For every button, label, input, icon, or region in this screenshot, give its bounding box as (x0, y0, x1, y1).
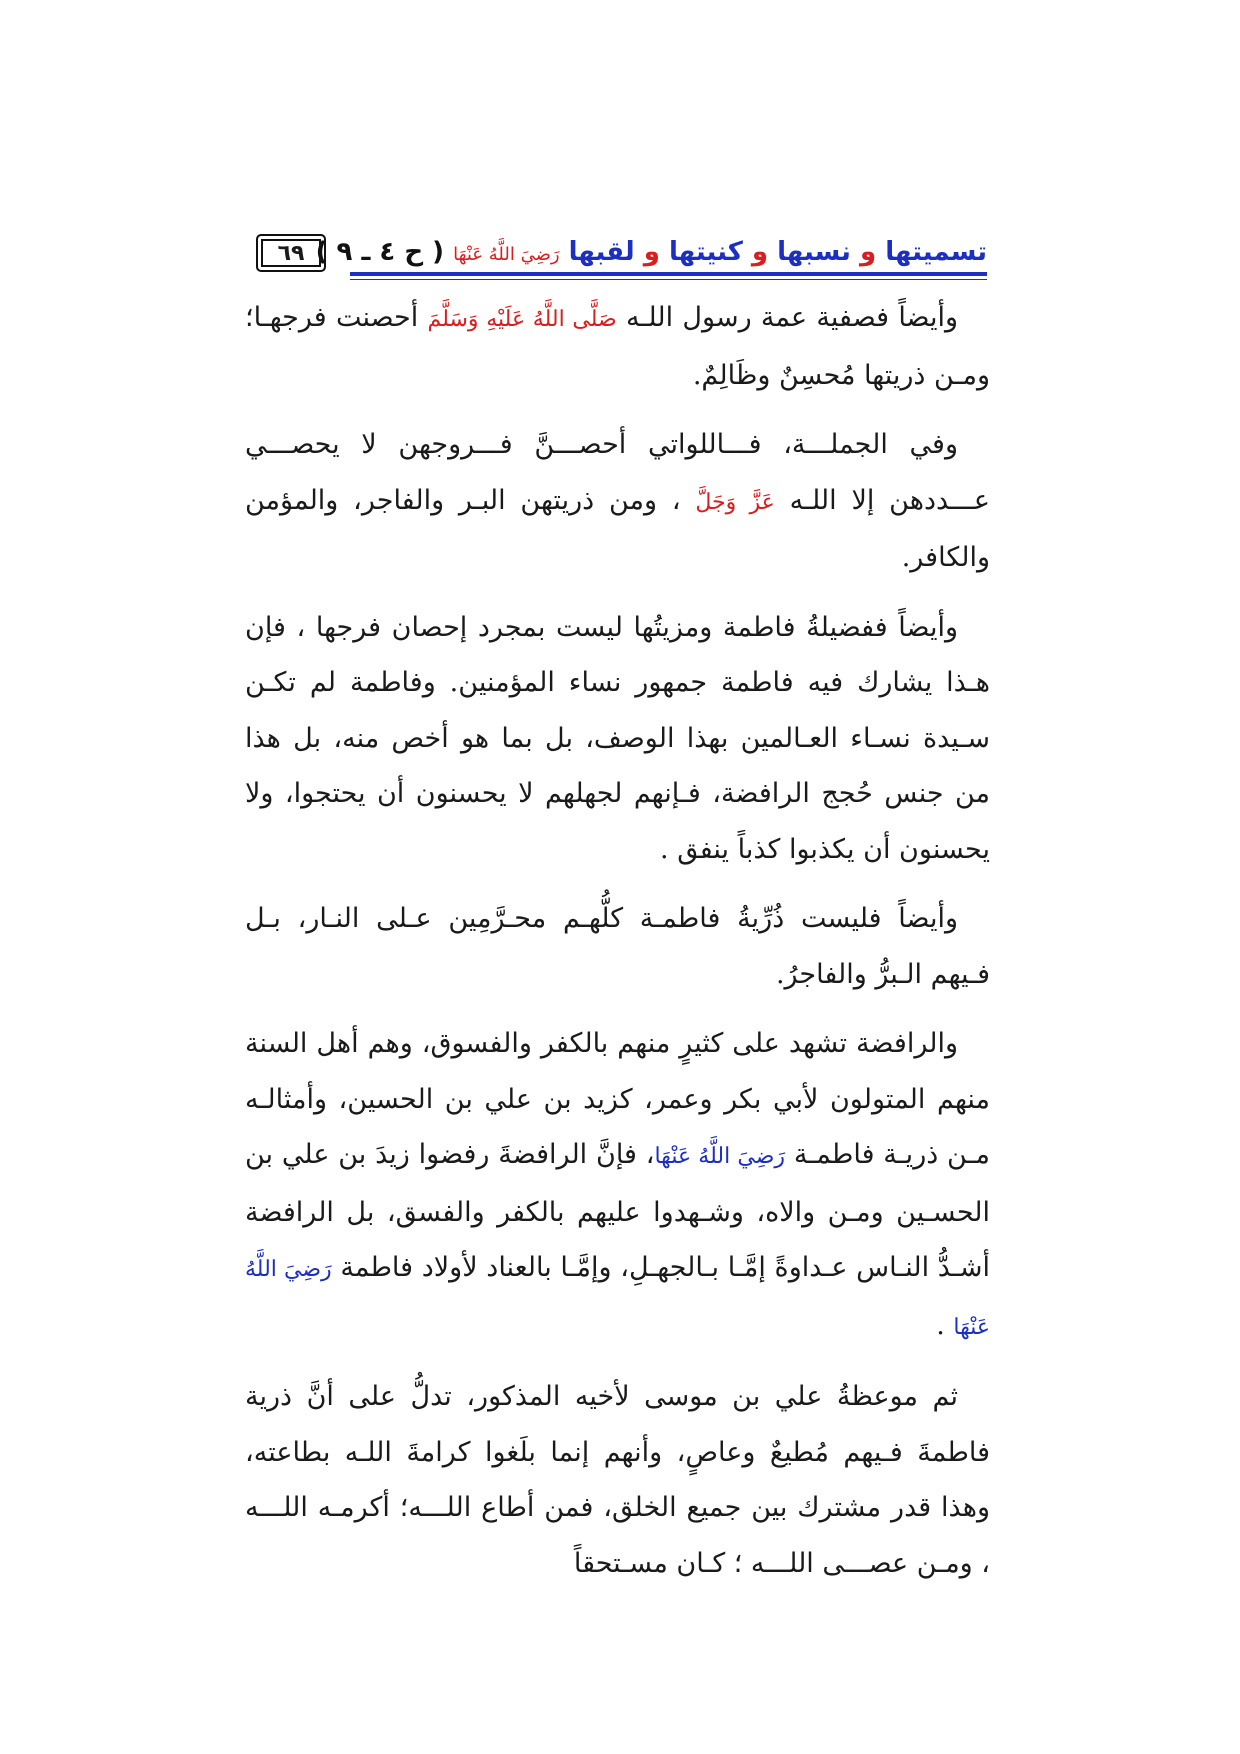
paragraph-text: وأيضاً فصفية عمة رسول اللـه (616, 302, 959, 333)
paragraph-text: ، ومن ذريتهن البـر والفاجر، والمؤمن والكافر. (245, 484, 990, 573)
paragraph-2 (245, 417, 990, 586)
title-and-1: و (859, 237, 877, 267)
honorific-prophet: صَلَّى اللَّهُ عَلَيْهِ وَسَلَّمَ (427, 307, 617, 332)
paragraph-4: وأيضاً فليست ذُرِّيةُ فاطمـة كلُّهـم محـرَّمِين عـلى النـار، بـل فـيهم الـبرُّ والفاجرُ. (245, 903, 990, 990)
paragraph-text: والرافضة تشهد على كثيرٍ منهم بالكفر والفسوق، وهم أهل السنة منهم المتولون لأبي بكر وعمر، كزيد بن علي بن الحسين، وأمثالـه مـن ذريـة فاطمـة (245, 1028, 990, 1170)
title-honorific: رَضِيَ اللَّهُ عَنْهَا (453, 244, 560, 265)
header-rule-thin (350, 279, 987, 280)
title-reference: ( ح ٤ ـ ٩ ) (315, 237, 445, 267)
title-and-2: و (751, 237, 769, 267)
paragraph-3: وأيضاً ففضيلةُ فاطمة ومزيتُها ليست بمجرد إحصان فرجها ، فإن هـذا يشارك فيه فاطمة جمهور نساء المؤمنين. وفاطمة لم تكـن سـيدة نسـاء العـالمين بهذا الوصف، بل بما هو أخص منه، بل هذا من جنس حُجج الرافضة، فـإنهم لجهلهم لا يحسنون أن يحتجوا، ولا يحسنون أن يكذبوا كذباً ينفق . (245, 611, 990, 865)
title-lineage: نسبها (777, 237, 851, 267)
honorific-fatima: رَضِيَ اللَّهُ عَنْهَا (245, 1257, 990, 1340)
page-header (252, 228, 987, 284)
honorific-fatima: رَضِيَ اللَّهُ عَنْهَا (654, 1144, 786, 1169)
honorific-allah: عَزَّ وَجَلَّ (695, 489, 775, 515)
main-text (245, 290, 990, 1591)
paragraph-text: أحصنت فرجهـا؛ ومـن ذريتها مُحسِنٌ وظَالِمٌ. (245, 302, 990, 391)
title-epithet: لقبها (568, 237, 635, 267)
paragraph-text: وفي الجملـــة، فـــاللواتي أحصـــنَّ فـــروجهن لا يحصـــي عـــددهن إلا اللـه (245, 429, 990, 516)
paragraph-text: . (936, 1309, 954, 1341)
paragraph-6: ثم موعظةُ علي بن موسى لأخيه المذكور، تدلُّ على أنَّ ذرية فاطمةَ فـيهم مُطيعٌ وعاصٍ، وأنهم إنما بلَغوا كرامةَ اللـه بطاعته، وهذا قدر مشترك بين جميع الخلق، فمن أطاع اللـــه؛ أكرمـه اللـــه ، ومـن عصـــى اللـــه ؛ كـان مسـتحقاً (245, 1381, 990, 1579)
page-number: ٦٩ (256, 234, 326, 272)
title-naming: تسميتها (885, 237, 987, 267)
header-rule (350, 272, 987, 276)
running-title (316, 236, 987, 271)
paragraph-text: ، فإنَّ الرافضةَ رفضوا زيدَ بن علي بن الحسـين ومـن والاه، وشـهدوا عليهم بالكفر والفسق، بل الرافضة أشـدُّ النـاس عـداوةً إمَّـا بـالجهـلِ، وإمَّـا بالعناد لأولاد فاطمة (245, 1139, 991, 1283)
paragraph-5 (245, 1016, 990, 1355)
paragraph-1 (245, 290, 990, 403)
title-kunya: كنيتها (668, 237, 743, 267)
title-and-3: و (643, 237, 660, 267)
